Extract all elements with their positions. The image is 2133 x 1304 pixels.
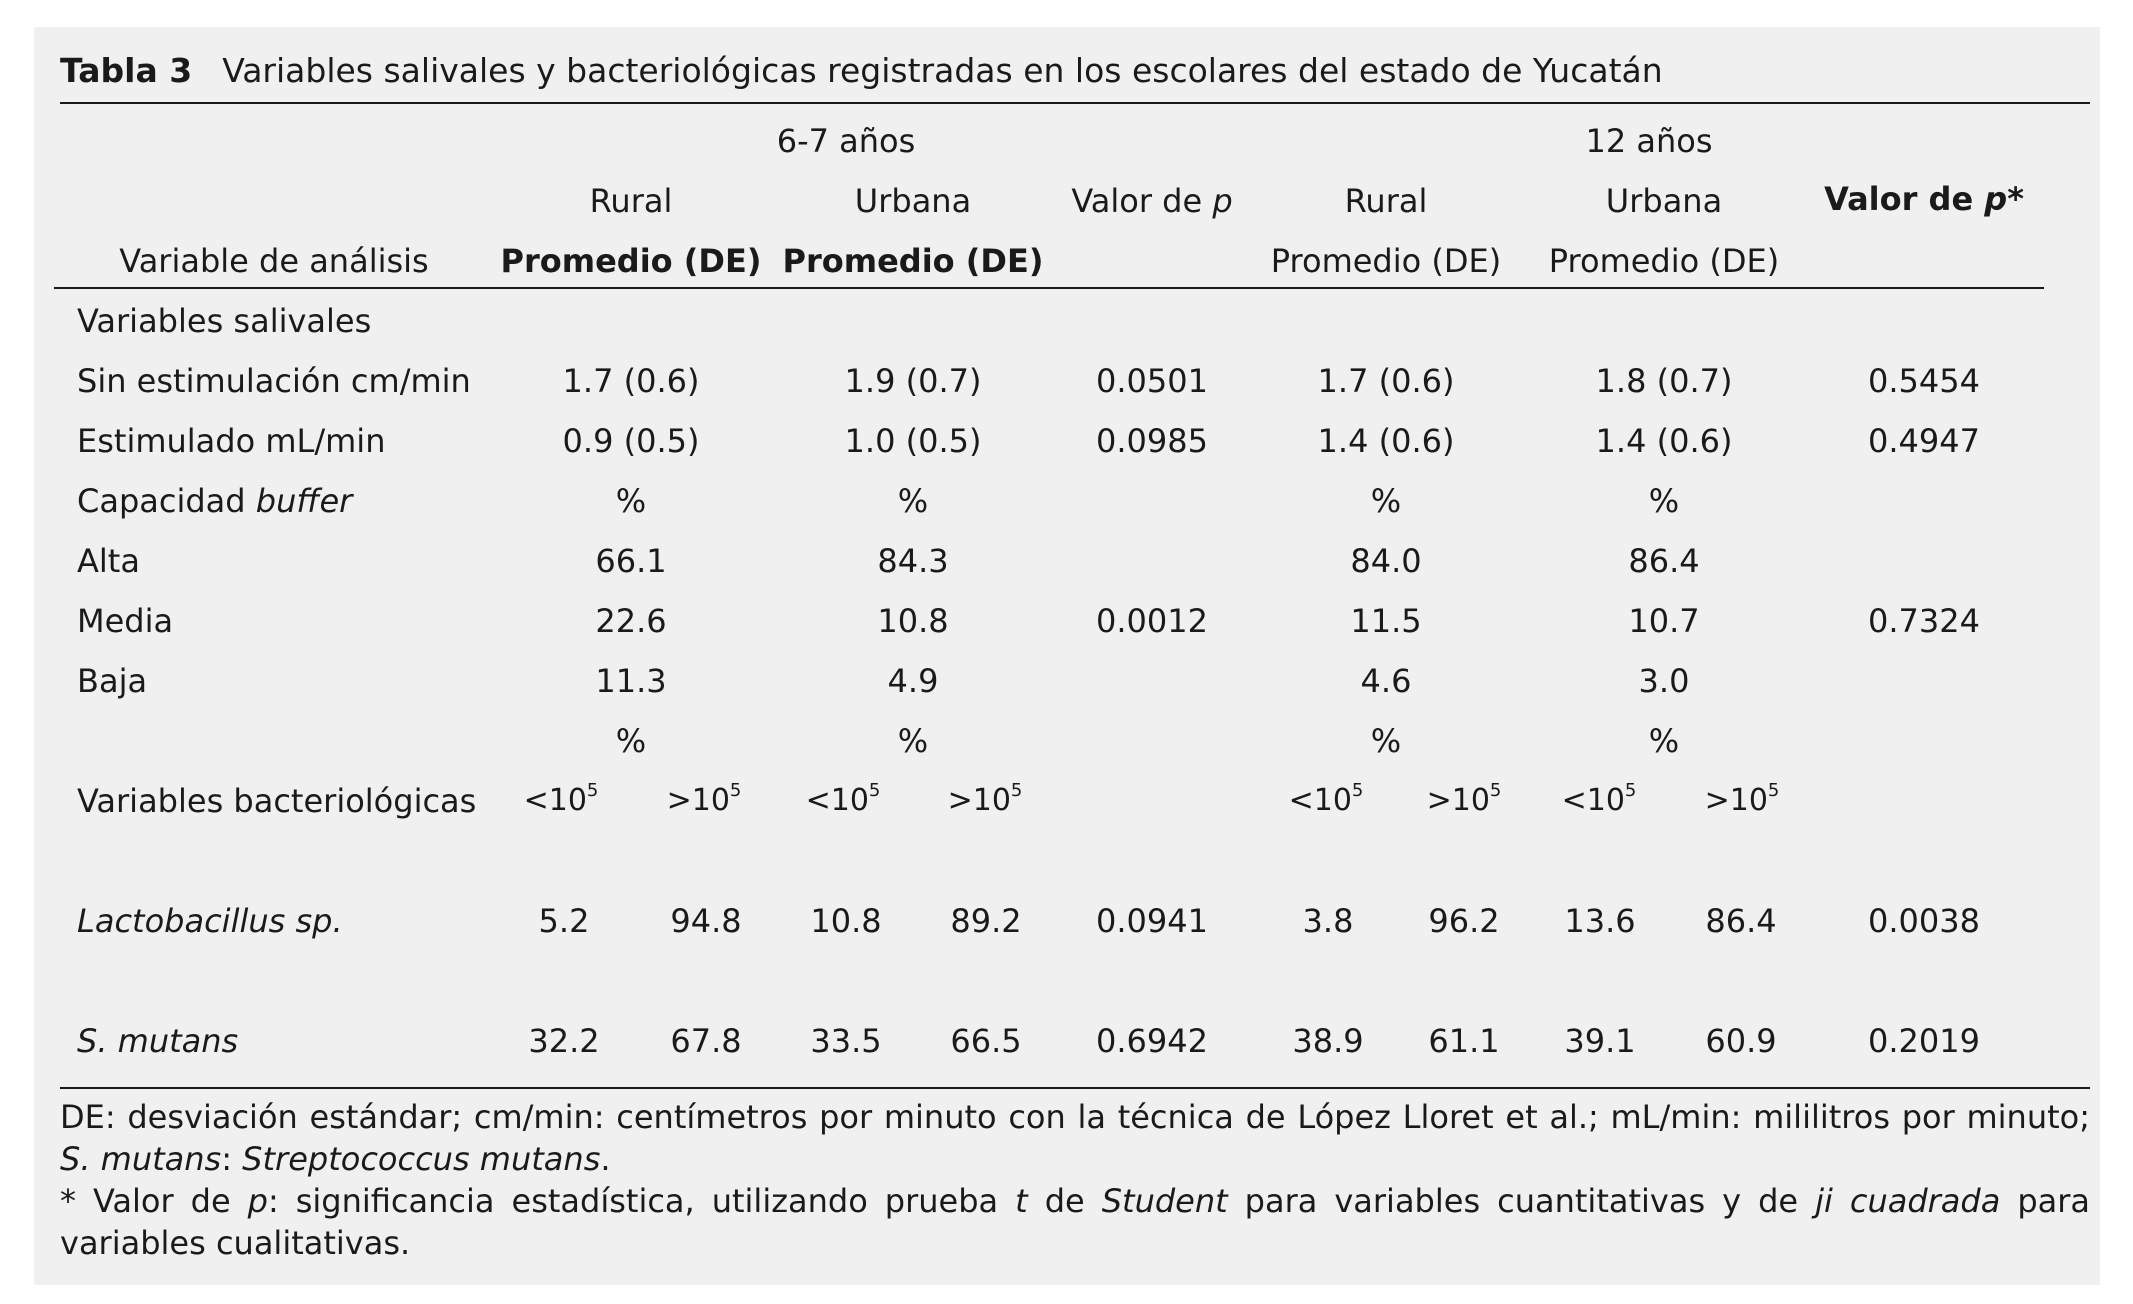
percent-unit: % [897,722,929,760]
header-rural-6-7: Rural [589,182,673,220]
table-number: Tabla 3 [60,51,193,90]
threshold-lt: $<10^5$ [805,780,881,818]
cell: 61.1 [1428,1022,1500,1060]
cell: 84.0 [1350,542,1422,580]
threshold-lt: $<10^5$ [523,780,599,818]
cell: 0.0038 [1868,902,1980,940]
header-promedio-rural-6-7: Promedio (DE) [500,242,762,280]
header-promedio-urbana-12: Promedio (DE) [1548,242,1780,280]
percent-unit: % [1370,722,1402,760]
cell: 66.5 [950,1022,1022,1060]
cell: 13.6 [1564,902,1636,940]
cell: 1.9 (0.7) [844,362,982,400]
table-title: Variables salivales y bacteriológicas registradas en los escolares del estado de Yucatán [222,51,1663,90]
cell: 22.6 [595,602,667,640]
cell: 1.7 (0.6) [1317,362,1455,400]
cell: 1.8 (0.7) [1595,362,1733,400]
row-label: Estimulado mL/min [77,422,386,460]
cell: 10.8 [877,602,949,640]
header-rural-12: Rural [1344,182,1428,220]
row-label: Lactobacillus sp. [77,902,343,940]
percent-unit: % [615,482,647,520]
cell: 3.8 [1302,902,1354,940]
percent-unit: % [615,722,647,760]
cell: 39.1 [1564,1022,1636,1060]
table-caption [60,49,1663,93]
row-label: S. mutans [77,1022,239,1060]
threshold-gt: $>10^5$ [1704,780,1780,818]
row-label: Media [77,602,174,640]
cell: 0.0012 [1096,602,1208,640]
cell: 0.9 (0.5) [562,422,700,460]
header-urbana-6-7: Urbana [854,182,972,220]
header-group-6-7: 6-7 años [776,122,916,160]
threshold-gt: $>10^5$ [1426,780,1502,818]
cell: 3.0 [1638,662,1690,700]
cell: 84.3 [877,542,949,580]
cell: 33.5 [810,1022,882,1060]
threshold-lt: $<10^5$ [1288,780,1364,818]
top-rule [60,102,2090,104]
cell: 0.0985 [1096,422,1208,460]
table-panel [34,27,2100,1285]
cell: 89.2 [950,902,1022,940]
header-promedio-rural-12: Promedio (DE) [1270,242,1502,280]
cell: 32.2 [528,1022,600,1060]
header-valor-p: Valor de p [1071,182,1233,220]
cell: 11.3 [595,662,667,700]
cell: 67.8 [670,1022,742,1060]
cell: 38.9 [1292,1022,1364,1060]
threshold-gt: $>10^5$ [666,780,742,818]
cell: 4.9 [887,662,939,700]
note-abbreviations: DE: desviación estándar; cm/min: centímetros por minuto con la técnica de López Lloret et al.; mL/min: mililitros por minuto; S. mutans: Streptococcus mutans. [60,1098,2090,1178]
row-label: Sin estimulación cm/min [77,362,471,400]
cell: 4.6 [1360,662,1412,700]
cell: 0.0941 [1096,902,1208,940]
row-label-buffer: Capacidad buffer [77,482,353,520]
cell: 86.4 [1705,902,1777,940]
percent-unit: % [1370,482,1402,520]
header-rule [54,287,2044,289]
row-label: Baja [77,662,148,700]
percent-unit: % [1648,482,1680,520]
cell: 5.2 [538,902,590,940]
header-promedio-urbana-6-7: Promedio (DE) [782,242,1044,280]
cell: 0.2019 [1868,1022,1980,1060]
table-notes [60,1096,2090,1264]
cell: 94.8 [670,902,742,940]
header-valor-p-star: Valor de p* [1824,180,2024,218]
percent-unit: % [1648,722,1680,760]
cell: 1.4 (0.6) [1317,422,1455,460]
cell: 86.4 [1628,542,1700,580]
section-bacteria: Variables bacteriológicas [77,782,477,820]
cell: 10.8 [810,902,882,940]
header-group-12: 12 años [1585,122,1713,160]
note-significance: * Valor de p: significancia estadística, utilizando prueba t de Student para variables cuantitativas y de ji cuadrada para variables cualitativas. [60,1182,2091,1262]
bottom-rule [60,1087,2090,1089]
cell: 0.7324 [1868,602,1980,640]
section-saliva: Variables salivales [77,302,372,340]
cell: 1.4 (0.6) [1595,422,1733,460]
percent-unit: % [897,482,929,520]
cell: 0.5454 [1868,362,1980,400]
cell: 0.4947 [1868,422,1980,460]
threshold-lt: $<10^5$ [1561,780,1637,818]
header-variable: Variable de análisis [119,242,429,280]
threshold-gt: $>10^5$ [947,780,1023,818]
cell: 96.2 [1428,902,1500,940]
header-urbana-12: Urbana [1605,182,1723,220]
row-label: Alta [77,542,140,580]
cell: 11.5 [1350,602,1422,640]
cell: 60.9 [1705,1022,1777,1060]
cell: 0.6942 [1096,1022,1208,1060]
cell: 66.1 [595,542,667,580]
cell: 0.0501 [1096,362,1208,400]
cell: 1.7 (0.6) [562,362,700,400]
cell: 1.0 (0.5) [844,422,982,460]
cell: 10.7 [1628,602,1700,640]
